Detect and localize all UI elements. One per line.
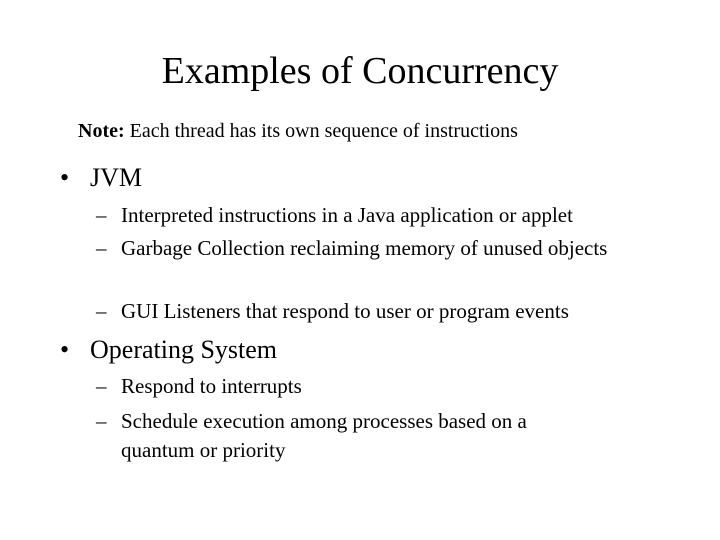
list-item-text: Respond to interrupts	[121, 374, 302, 398]
bullet-heading: JVM	[90, 163, 143, 192]
dash-icon: –	[96, 236, 107, 260]
dash-icon: –	[96, 409, 107, 433]
note-label: Note:	[78, 120, 125, 142]
slide-title: Examples of Concurrency	[161, 50, 559, 92]
list-item-text: Interpreted instructions in a Java application or applet	[121, 203, 573, 227]
bullet-heading: Operating System	[90, 335, 278, 364]
dash-icon: –	[96, 374, 107, 398]
list-item-text: Schedule execution among processes based on a quantum or priority	[121, 409, 527, 462]
bullet-icon: •	[60, 163, 70, 192]
bullet-icon: •	[60, 335, 70, 364]
list-item-text: Garbage Collection reclaiming memory of unused objects	[121, 236, 608, 260]
dash-icon: –	[96, 203, 107, 227]
note-line	[78, 118, 518, 144]
dash-icon: –	[96, 299, 107, 323]
note-text: Each thread has its own sequence of instructions	[124, 120, 518, 142]
list-item-text: GUI Listeners that respond to user or program events	[121, 299, 569, 323]
